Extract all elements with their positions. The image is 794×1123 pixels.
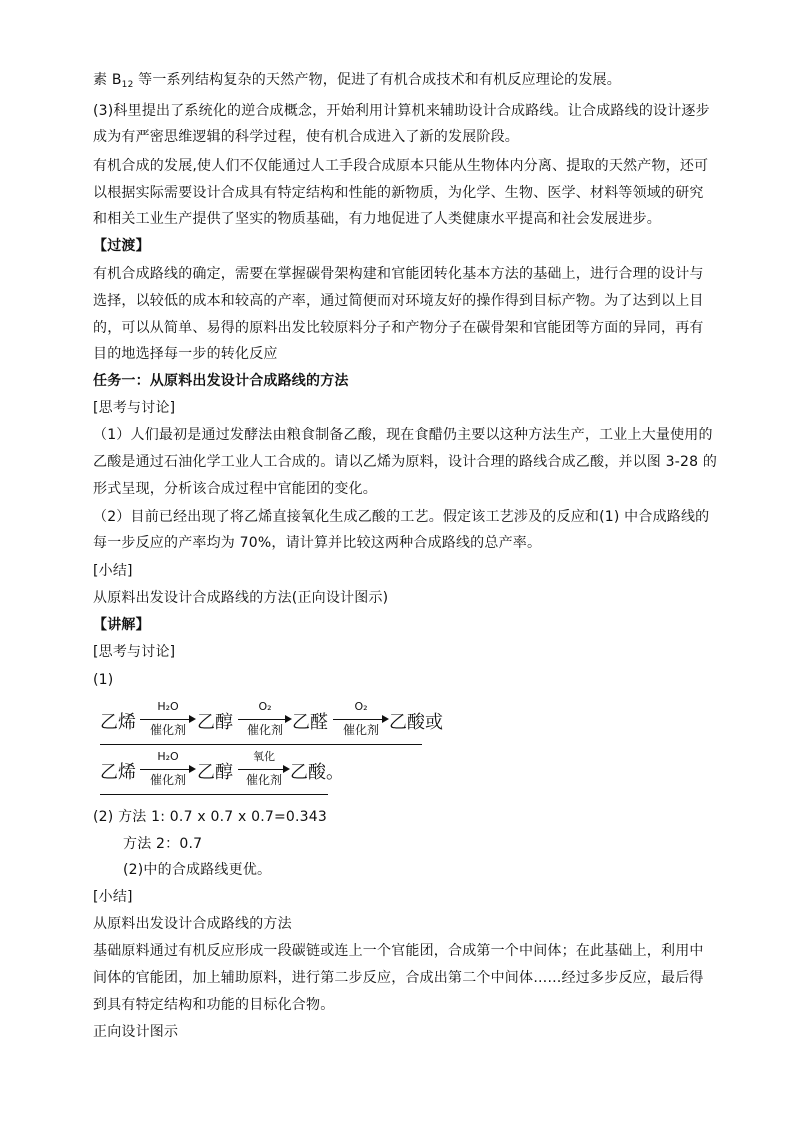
arrow-reagent: 氧化 [253,750,275,763]
route-underline [100,744,422,745]
arrow-condition: 催化剂 [149,773,186,787]
arrow-reagent: H₂O [157,700,179,713]
reaction-route-2 [100,750,445,790]
species-acetic-acid-or: 乙酸或 [389,712,443,733]
paragraph-line: 有机合成的发展,使人们不仅能通过人工手段合成原本只能从生物体内分离、提取的天然产物，还可 [93,158,709,174]
subheading-discussion: [思考与讨论] [93,400,176,416]
species-acetaldehyde: 乙醛 [292,712,328,733]
paragraph-line: 间体的官能团，加上辅助原料，进行第二步反应，合成出第二个中间体……经过多步反应，最后得 [93,970,704,986]
paragraph-line: 每一步反应的产率均为 70%，请计算并比较这两种合成路线的总产率。 [93,535,542,551]
paragraph-line: 以根据实际需要设计合成具有特定结构和性能的新物质，为化学、生物、医学、材料等领域的研究 [93,185,704,201]
paragraph-line: (3)科里提出了系统化的逆合成概念，开始利用计算机来辅助设计合成路线。让合成路线的设计逐步 [93,103,710,119]
subheading-summary: [小结] [93,889,133,905]
paragraph-line: 目的地选择每一步的转化反应 [93,346,278,362]
paragraph-line: 选择，以较低的成本和较高的产率，通过简便而对环境友好的操作得到目标产物。为了达到以上目 [93,293,704,309]
paragraph-line: 形式呈现，分析该合成过程中官能团的变化。 [93,481,377,497]
paragraph-line: （2）目前已经出现了将乙烯直接氧化生成乙酸的工艺。假定该工艺涉及的反应和(1) 中合成路线的 [93,509,710,525]
subheading-summary: [小结] [93,563,133,579]
route-underline [100,794,328,795]
species-acetic-acid: 乙酸。 [290,762,344,783]
paragraph-line: 从原料出发设计合成路线的方法 [93,916,292,932]
paragraph-line: 从原料出发设计合成路线的方法(正向设计图示) [93,590,389,606]
arrow-reagent: H₂O [157,750,179,763]
reaction-arrow [333,700,389,740]
paragraph-line: 成为有严密思维逻辑的科学过程，使有机合成进入了新的发展阶段。 [93,129,519,145]
species-ethanol: 乙醇 [197,762,233,783]
arrow-condition: 催化剂 [246,723,283,737]
arrow-reagent: O₂ [354,700,368,713]
reaction-arrow [140,700,196,740]
reaction-route-1 [100,700,445,740]
species-ethylene: 乙烯 [100,712,136,733]
paragraph-line: 正向设计图示 [93,1024,179,1040]
paragraph-line: 素 $B_{12}$ 等一系列结构复杂的天然产物，促进了有机合成技术和有机反应理论的发展。 [93,72,621,90]
task-heading: 任务一：从原料出发设计合成路线的方法 [93,373,349,389]
reaction-arrow [238,700,292,740]
paragraph-line: 基础原料通过有机反应形成一段碳链或连上一个官能团，合成第一个中间体；在此基础上，利用中 [93,943,704,959]
paragraph-line: 乙酸是通过石油化学工业人工合成的。请以乙烯为原料，设计合理的路线合成乙酸，并以图 3-28 的 [93,454,718,470]
species-ethanol: 乙醇 [197,712,233,733]
conclusion-line: (2)中的合成路线更优。 [123,862,272,878]
paragraph-line: (1) [93,672,114,688]
paragraph-line: 的，可以从简单、易得的原料出发比较原料分子和产物分子在碳骨架和官能团等方面的异同，再有 [93,320,704,336]
section-heading-explanation: 【讲解】 [93,617,150,633]
paragraph-line: 到具有特定结构和功能的目标化合物。 [93,997,335,1013]
paragraph-line: （1）人们最初是通过发酵法由粮食制备乙酸，现在食醋仍主要以这种方法生产，工业上大量使用的 [93,427,713,443]
reaction-scheme [100,700,445,800]
reaction-arrow [238,750,290,790]
species-ethylene: 乙烯 [100,762,136,783]
subheading-discussion: [思考与讨论] [93,644,176,660]
paragraph-line: 有机合成路线的确定，需要在掌握碳骨架构建和官能团转化基本方法的基础上，进行合理的设计与 [93,266,704,282]
reaction-arrow [140,750,196,790]
arrow-condition: 催化剂 [245,773,282,787]
arrow-condition: 催化剂 [342,723,379,737]
calculation-line: (2) 方法 1: 0.7 x 0.7 x 0.7=0.343 [93,809,327,825]
calculation-line: 方法 2：0.7 [123,836,203,852]
section-heading-transition: 【过渡】 [93,238,150,254]
arrow-condition: 催化剂 [149,723,186,737]
paragraph-line: 和相关工业生产提供了坚实的物质基础，有力地促进了人类健康水平提高和社会发展进步。 [93,211,661,227]
arrow-reagent: O₂ [258,700,272,713]
